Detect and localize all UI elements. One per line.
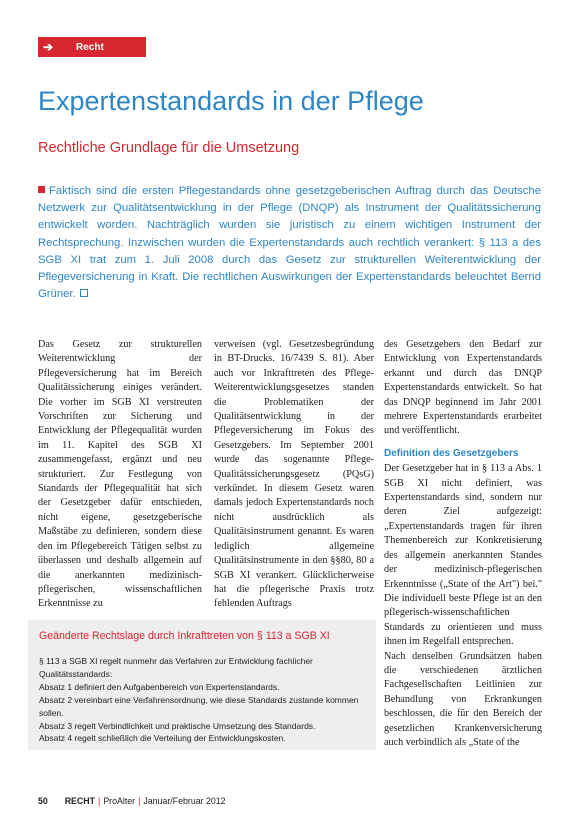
footer-issue: Januar/Februar 2012 bbox=[143, 796, 226, 806]
arrow-icon: ➔ bbox=[42, 40, 54, 54]
section-heading: Definition des Gesetzgebers bbox=[384, 447, 519, 459]
lead-text: Faktisch sind die ersten Pflegestandards ohne gesetzgeberischen Auftrag durch das Deutsche Netzwerk zur Qualitätsentwicklung in der Pflege (DNQP) als Instrument der Qualitätssicherung entwickelt worden. Nachträglich wurden sie juristisch zu einem wichtigen Instrument der Rechtsprechung. Inzwischen wurden die Expertenstandards auch rechtlich verankert: § 113 a des SGB XI trat zum 1. Juli 2008 durch das Gesetz zur strukturellen Weiterentwicklung der Pflegeversicherung in Kraft. Die rechtlichen Auswirkungen der Expertenstandards beleuchtet Bernd Grüner. bbox=[38, 185, 541, 301]
footer-magazine: ProAlter bbox=[103, 796, 136, 806]
info-box bbox=[28, 620, 376, 750]
page-title: Expertenstandards in der Pflege bbox=[38, 86, 424, 116]
footer-section: RECHT bbox=[64, 796, 96, 806]
column-3-text-b: Der Gesetzgeber hat in § 113 a Abs. 1 SGB XI nicht definiert, was Expertenstandards sind, sondern nur deren Ziel aufgezeigt: „Expertenstandards tragen für ihren Themenbereich zur Konkretisierung des allgemein anerkannten Standes der medizinisch-pflegerischen Erkenntnisse („State of the Art") bei." Die individuell beste Pflege ist an den pflegerisch-wissenschaftlichen Standards zu orientieren und muss ihnen im Regelfall entsprechen. bbox=[384, 463, 542, 648]
info-box-intro: § 113 a SGB XI regelt nunmehr das Verfahren zur Entwicklung fachlicher Qualitätsstandards: bbox=[39, 656, 313, 679]
end-box-icon bbox=[80, 289, 88, 297]
column-3-text-c: Nach denselben Grundsätzen haben die verschiedenen ärztlichen Fachgesellschaften Leitlinien zur Behandlung von Erkrankungen beschlossen, die für den Bereich der gesetzlichen Krankenversicherung auch verbindlich als „State of the bbox=[384, 650, 542, 748]
info-box-item: Absatz 3 regelt Verbindlichkeit und praktische Umsetzung des Standards. bbox=[39, 720, 316, 731]
page-number: 50 bbox=[38, 796, 48, 806]
column-1-text: Das Gesetz zur strukturellen Weiterentwicklung der Pflegeversicherung hat im Bereich Qualitätssicherung einiges verändert. Die vorher im SGB XI verstreuten Vorschriften zur Sicherung und Entwicklung der Pflegequalität wurden im 11. Kapitel des SGB XI zusammengefasst, ergänzt und neu strukturiert. Zur Festlegung von Standards der Pflegequalität hat sich der Gesetzgeber dafür entschieden, nicht eigene, gesetzgeberische Maßstäbe zu definieren, sondern diese den im Pflegebereich Tätigen selbst zu überlassen und deshalb allgemein auf die anerkannten medizinisch-pflegerischen, wissenschaftlichen Erkenntnisse zu bbox=[38, 339, 202, 610]
info-box-body bbox=[39, 655, 371, 745]
info-box-item: Absatz 1 definiert den Aufgabenbereich von Expertenstandards. bbox=[39, 681, 280, 692]
lead-paragraph bbox=[38, 183, 541, 303]
page-subtitle: Rechtliche Grundlage für die Umsetzung bbox=[38, 140, 300, 156]
red-square-icon bbox=[38, 186, 45, 193]
column-1 bbox=[38, 338, 202, 612]
column-3-text-a: des Gesetzgebers den Bedarf zur Entwicklung von Expertenstandards erkannt und durch das DNQP Expertenstandards entwickelt. So hat das DNQP beginnend im Jahr 2001 mehrere Expertenstandards erarbeitet und veröffentlicht. bbox=[384, 339, 542, 437]
section-tag bbox=[38, 37, 146, 57]
section-tag-label: Recht bbox=[76, 41, 104, 53]
info-box-item: Absatz 2 vereinbart eine Verfahrensordnung, wie diese Standards zustande kommen sollen. bbox=[39, 694, 359, 718]
info-box-item: Absatz 4 regelt schließlich die Verteilung der Entwicklungskosten. bbox=[39, 733, 286, 744]
page-footer: 50 RECHT | ProAlter | Januar/Februar 2012 bbox=[38, 796, 226, 806]
column-2 bbox=[214, 338, 374, 612]
info-box-heading: Geänderte Rechtslage durch Inkrafttreten von § 113 a SGB XI bbox=[39, 630, 330, 642]
column-3 bbox=[384, 338, 542, 750]
column-2-text: verweisen (vgl. Gesetzesbegründung in BT-Drucks. 16/7439 S. 81). Aber auch vor Inkrafttreten des Pflege-Weiterentwicklungsgesetzes standen die Problematiken der Qualitätsentwicklung in der Pflegeversicherung im Fokus des Gesetzgebers. Im September 2001 wurde das sogenannte Pflege-Qualitätssicherungsgesetz (PQsG) verkündet. In diesem Gesetz waren damals jedoch Expertenstandards noch nicht ausdrücklich als Qualitätsinstrument genannt. Es waren lediglich allgemeine Qualitätsinstrumente in den §§80, 80 a SGB XI verankert. Glücklicherweise hat die pflegerische Praxis trotz fehlenden Auftrags bbox=[214, 339, 374, 610]
